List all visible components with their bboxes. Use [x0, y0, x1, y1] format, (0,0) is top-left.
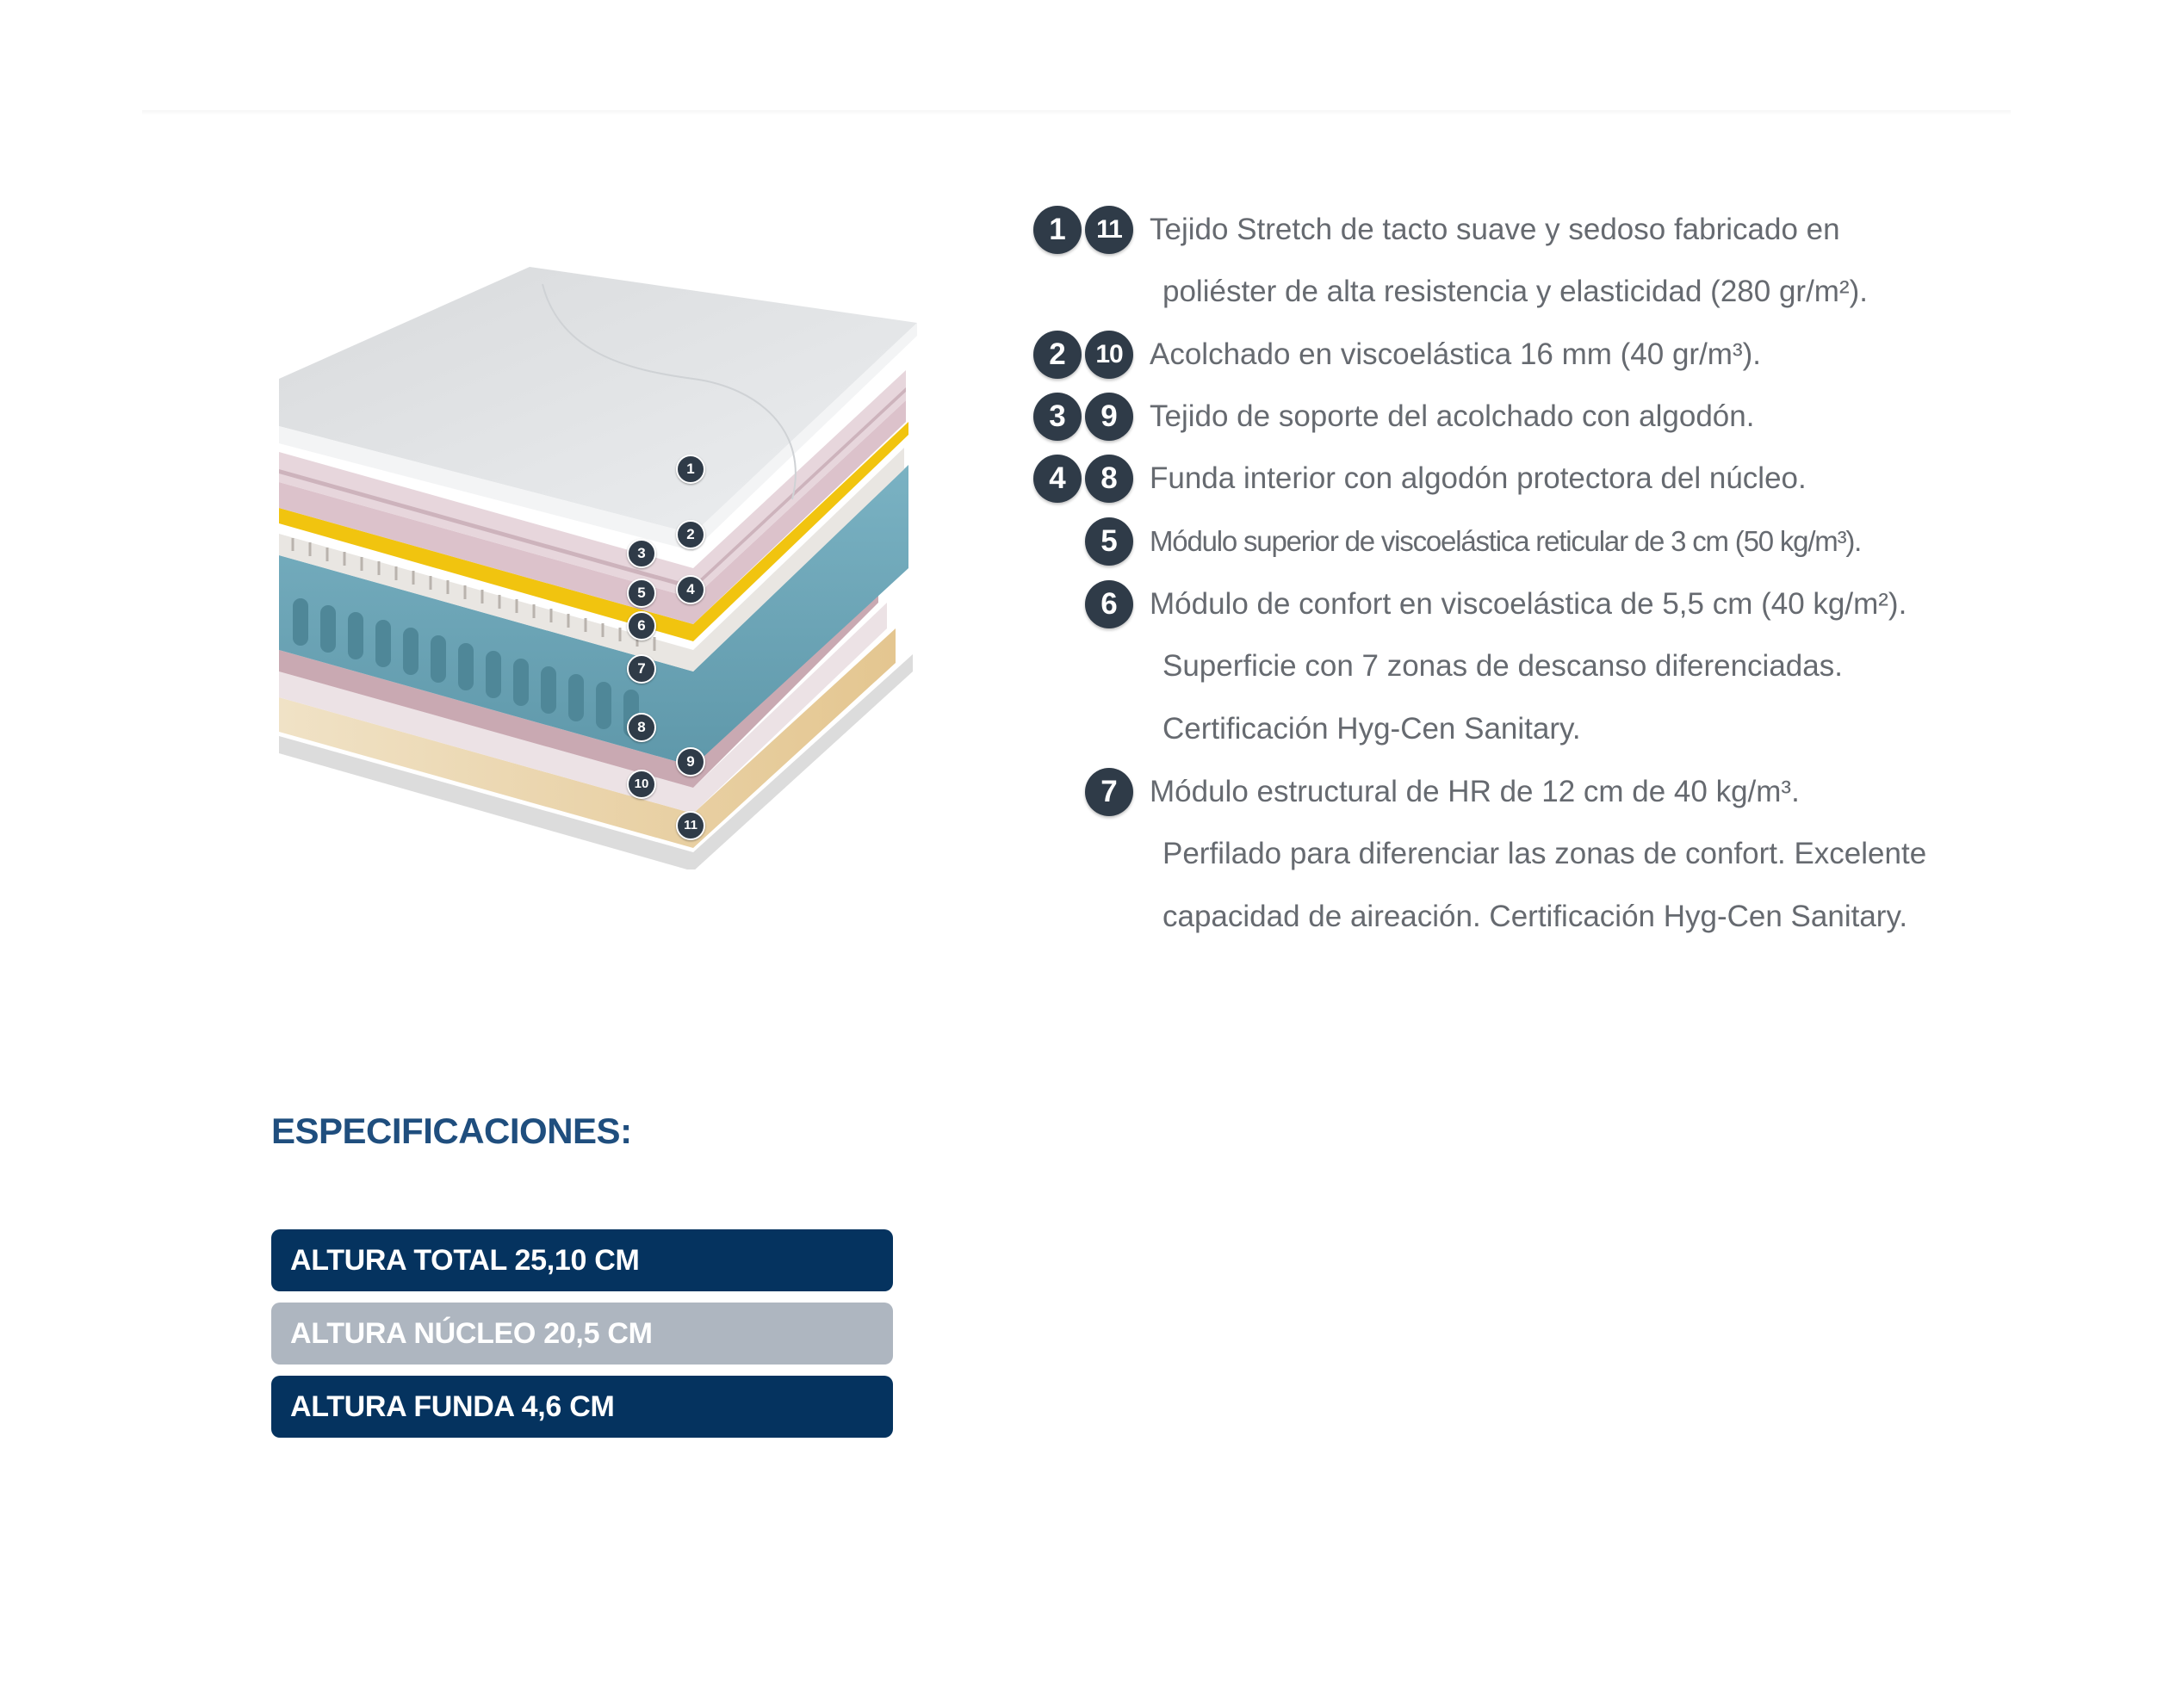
- layer-marker-3: 3: [627, 539, 656, 568]
- legend-row-7: [1033, 764, 1800, 820]
- legend-row-6: [1033, 577, 1906, 632]
- legend-text: Módulo superior de viscoelástica reticular de 3 cm (50 kg/m³).: [1150, 525, 1862, 557]
- layer-marker-10: 10: [627, 770, 656, 799]
- layer-marker-7: 7: [627, 654, 656, 684]
- legend-text: Funda interior con algodón protectora del núcleo.: [1150, 461, 1807, 495]
- layer-marker-2: 2: [676, 520, 705, 549]
- legend-text: Módulo estructural de HR de 12 cm de 40 kg/m³.: [1150, 775, 1800, 808]
- spec-core-height: ALTURA NÚCLEO 20,5 CM: [271, 1303, 893, 1365]
- number-badge-8: 8: [1085, 455, 1133, 503]
- layer-marker-5: 5: [627, 579, 656, 608]
- legend-text-continued: poliéster de alta resistencia y elasticidad (280 gr/m²).: [1162, 275, 1868, 308]
- legend-text-continued: Superficie con 7 zonas de descanso diferenciadas.: [1162, 649, 1843, 683]
- specs-title: ESPECIFICACIONES:: [271, 1111, 632, 1151]
- legend-text: Tejido Stretch de tacto suave y sedoso fabricado en: [1150, 213, 1840, 246]
- layer-marker-4: 4: [676, 575, 705, 604]
- number-badge-3: 3: [1033, 393, 1082, 441]
- number-badge-1: 1: [1033, 206, 1082, 254]
- layer-marker-6: 6: [627, 611, 656, 640]
- legend-row-2-10: [1033, 327, 1761, 382]
- layer-marker-9: 9: [676, 747, 705, 777]
- top-divider: [142, 110, 2011, 115]
- layer-marker-11: 11: [676, 811, 705, 840]
- legend-row-3-9: [1033, 389, 1754, 444]
- legend-text-continued: capacidad de aireación. Certificación Hyg-Cen Sanitary.: [1162, 900, 1908, 933]
- legend-row-5: [1033, 514, 1861, 569]
- mattress-drawing: [258, 250, 947, 869]
- number-badge-11: 11: [1085, 206, 1133, 254]
- legend-row-1-11: [1033, 202, 1840, 257]
- mattress-layers-illustration: [258, 250, 947, 869]
- number-badge-5: 5: [1085, 517, 1133, 566]
- layer-marker-8: 8: [627, 713, 656, 742]
- legend-text-continued: Certificación Hyg-Cen Sanitary.: [1162, 712, 1581, 746]
- number-badge-9: 9: [1085, 393, 1133, 441]
- legend-text: Módulo de confort en viscoelástica de 5,5 cm (40 kg/m²).: [1150, 587, 1907, 621]
- legend-text: Tejido de soporte del acolchado con algodón.: [1150, 399, 1755, 433]
- legend-row-4-8: [1033, 451, 1807, 506]
- number-badge-2: 2: [1033, 331, 1082, 379]
- number-badge-4: 4: [1033, 455, 1082, 503]
- legend-text: Acolchado en viscoelástica 16 mm (40 gr/m³).: [1150, 337, 1761, 371]
- number-badge-10: 10: [1085, 331, 1133, 379]
- spec-cover-height: ALTURA FUNDA 4,6 CM: [271, 1376, 893, 1438]
- number-badge-7: 7: [1085, 768, 1133, 816]
- spec-total-height: ALTURA TOTAL 25,10 CM: [271, 1229, 893, 1291]
- number-badge-6: 6: [1085, 580, 1133, 628]
- layer-marker-1: 1: [676, 455, 705, 484]
- legend-text-continued: Perfilado para diferenciar las zonas de confort. Excelente: [1162, 837, 1927, 870]
